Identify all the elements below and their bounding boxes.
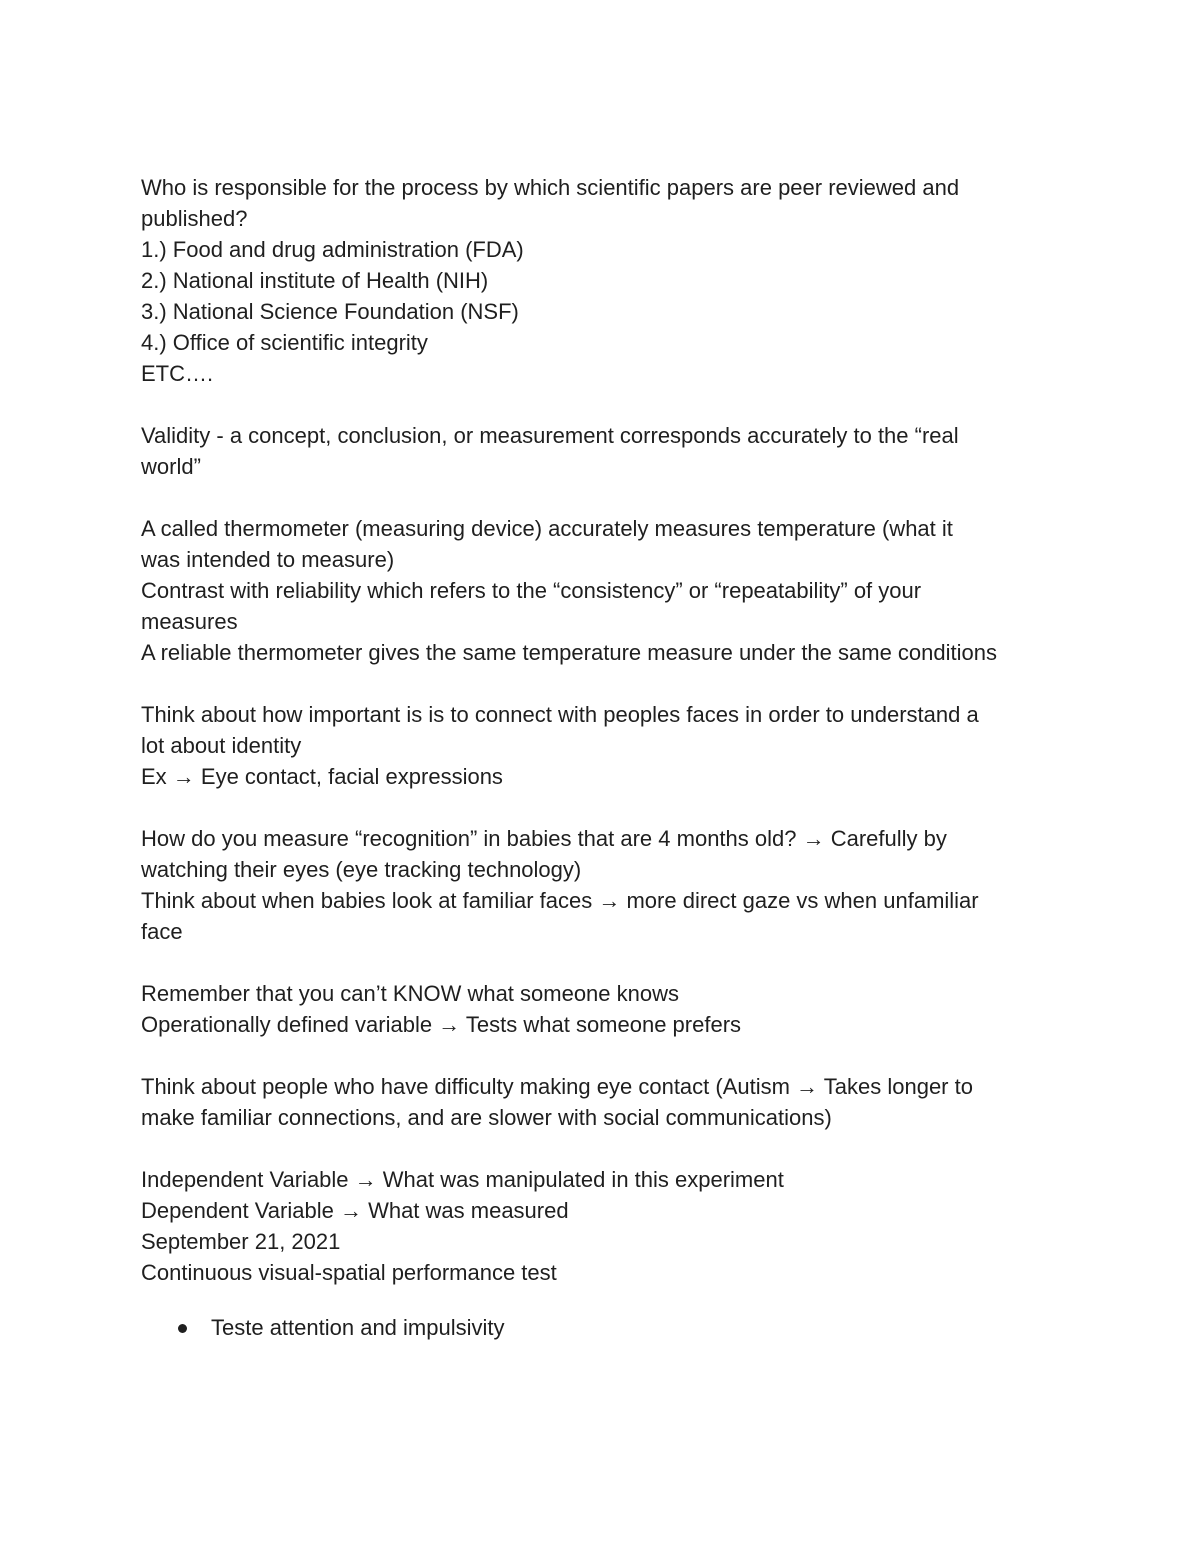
autism-text: Think about people who have difficulty making eye contact (Autism → Takes longer to: [141, 1074, 973, 1099]
paragraph-gap: [141, 947, 1071, 978]
question-text: Who is responsible for the process by which scientific papers are peer reviewed and: [141, 175, 960, 200]
validity-definition-continued: world”: [141, 454, 201, 479]
test-name-text: Continuous visual-spatial performance test: [141, 1260, 557, 1285]
list-item: [141, 1312, 1071, 1343]
list-item-nih: 2.) National institute of Health (NIH): [141, 268, 489, 293]
dependent-variable-text: Dependent Variable → What was measured: [141, 1198, 569, 1223]
thermometer-text: A called thermometer (measuring device) accurately measures temperature (what it: [141, 516, 953, 541]
paragraph-gap: [141, 389, 1071, 420]
operational-variable-text: Operationally defined variable → Tests what someone prefers: [141, 1012, 742, 1037]
independent-variable-text: Independent Variable → What was manipulated in this experiment: [141, 1167, 784, 1192]
autism-text-continued: make familiar connections, and are slower with social communications): [141, 1105, 832, 1130]
reliability-text: Contrast with reliability which refers to the “consistency” or “repeatability” of your: [141, 578, 922, 603]
validity-definition: Validity - a concept, conclusion, or measurement corresponds accurately to the “real: [141, 423, 959, 448]
paragraph-gap: [141, 792, 1071, 823]
document-body: [141, 172, 1071, 1343]
bullet-text: Teste attention and impulsivity: [211, 1315, 505, 1340]
list-item-nsf: 3.) National Science Foundation (NSF): [141, 299, 519, 324]
question-text-continued: published?: [141, 206, 248, 231]
list-item-osi: 4.) Office of scientific integrity: [141, 330, 428, 355]
paragraph-gap: [141, 668, 1071, 699]
faces-text: Think about how important is is to connect with peoples faces in order to understand a: [141, 702, 979, 727]
paragraph-gap: [141, 1040, 1071, 1071]
familiar-faces-text-continued: face: [141, 919, 183, 944]
list-item-fda: 1.) Food and drug administration (FDA): [141, 237, 524, 262]
paragraph-gap: [141, 1288, 1071, 1312]
paragraph-gap: [141, 482, 1071, 513]
bullet-list: [141, 1312, 1071, 1343]
etc-text: ETC….: [141, 361, 214, 386]
bullet-icon: [178, 1324, 187, 1333]
faces-text-continued: lot about identity: [141, 733, 302, 758]
date-text: September 21, 2021: [141, 1229, 341, 1254]
thermometer-text-continued: was intended to measure): [141, 547, 395, 572]
example-text: Ex → Eye contact, facial expressions: [141, 764, 503, 789]
recognition-text-continued: watching their eyes (eye tracking technology): [141, 857, 582, 882]
paragraph-gap: [141, 1133, 1071, 1164]
reliability-text-continued: measures: [141, 609, 238, 634]
reliable-thermometer-text: A reliable thermometer gives the same temperature measure under the same conditions: [141, 640, 997, 665]
recognition-text: How do you measure “recognition” in babies that are 4 months old? → Carefully by: [141, 826, 947, 851]
remember-text: Remember that you can’t KNOW what someone knows: [141, 981, 680, 1006]
familiar-faces-text: Think about when babies look at familiar faces → more direct gaze vs when unfamiliar: [141, 888, 979, 913]
